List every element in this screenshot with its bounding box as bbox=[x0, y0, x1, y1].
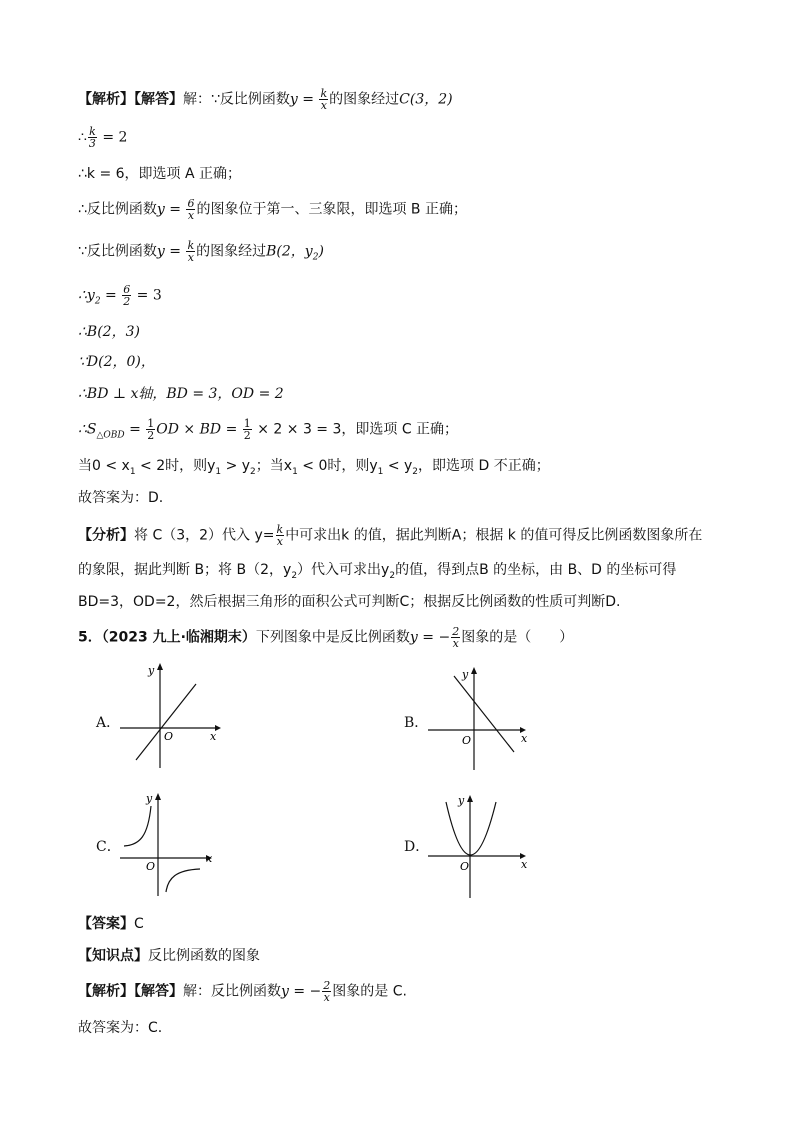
origin-label: O bbox=[164, 730, 174, 743]
knowledge-point-line: 【知识点】反比例函数的图象 bbox=[78, 948, 260, 964]
x-label: x bbox=[210, 730, 217, 743]
y-axis-arrow-icon bbox=[157, 663, 163, 670]
y-axis-arrow-icon bbox=[471, 667, 477, 674]
solution-line-1: 【解析】【解答】解：∵反比例函数y = $\frac{k}{x}$ 的图象经过C(3，2) bbox=[78, 87, 453, 112]
fraction-1-over-2: $\frac{1}{2}$ bbox=[243, 417, 251, 442]
answer-value: C bbox=[134, 916, 144, 932]
line-graph bbox=[136, 684, 196, 760]
origin-label: O bbox=[146, 860, 156, 873]
solution-line-3: ∴k = 6，即选项 A 正确； bbox=[78, 166, 242, 182]
hyperbola-branch-upper-left bbox=[124, 806, 151, 846]
solution-line-10: $\therefore S_{\triangle OBD}$ = $\frac{1}{2}$ OD × BD = $\frac{1}{2}$ × 2 × 3 = 3，即选项 C 正确； bbox=[78, 417, 459, 442]
origin-label: O bbox=[460, 860, 470, 873]
option-b-label[interactable]: B． bbox=[404, 715, 429, 731]
fraction-k-over-x: $\frac{k}{x}$ bbox=[187, 239, 195, 264]
solution-line-9: ∴BD ⊥ x轴，BD = 3，OD = 2 bbox=[78, 386, 284, 402]
fraction-2-over-x: $\frac{2}{x}$ bbox=[452, 625, 460, 650]
fraction-2-over-x: $\frac{2}{x}$ bbox=[323, 979, 331, 1004]
solution-line-6: $\therefore y_2$ = $\frac{6}{2}$ = 3 bbox=[78, 283, 162, 308]
option-c-graph[interactable] bbox=[120, 788, 224, 898]
question-5-stem: 5．（2023 九上·临湘期末）下列图象中是反比例函数y = − $\frac{2}{x}$ 图象的是（ ） bbox=[78, 625, 574, 650]
fraction-k-over-3: $\frac{k}{3}$ bbox=[88, 125, 96, 150]
solution-line-8: ∵D(2，0)， bbox=[78, 354, 155, 370]
solution-line-11: 当$0 < x_1 < 2$时，则$y_1 > y_2$；当$x_1 < 0$时，则$y_1 < y_2$，即选项 D 不正确； bbox=[78, 458, 550, 477]
hyperbola-branch-lower-right bbox=[166, 869, 200, 892]
analysis-line-1: 【分析】将 C（3，2）代入 y= $\frac{k}{x}$ 中可求出k 的值，据此判断A；根据 k 的值可得反比例函数图象所在 bbox=[78, 523, 703, 548]
y-axis-arrow-icon bbox=[467, 795, 473, 802]
fraction-k-over-x: $\frac{k}{x}$ bbox=[276, 523, 284, 548]
option-d-graph[interactable] bbox=[428, 790, 532, 900]
option-d-label[interactable]: D． bbox=[404, 839, 430, 855]
solution-line-5: ∵反比例函数y = $\frac{k}{x}$ 的图象经过B(2，$y_2$) bbox=[78, 239, 324, 264]
solution-line-2: ∴ $\frac{k}{3}$ = 2 bbox=[78, 125, 128, 150]
analysis-line-3: BD=3，OD=2，然后根据三角形的面积公式可判断C；根据反比例函数的性质可判断D. bbox=[78, 594, 621, 610]
analysis-line-2: 的象限，据此判断 B；将 B（2，$y_2$）代入可求出$y_2$的值，得到点B 的坐标，由 B、D 的坐标可得 bbox=[78, 562, 677, 581]
answer-line: 【答案】C bbox=[78, 916, 144, 932]
fraction-1-over-2: $\frac{1}{2}$ bbox=[147, 417, 155, 442]
option-a-graph[interactable] bbox=[120, 660, 224, 770]
explanation-line: 【解析】【解答】解：反比例函数y = − $\frac{2}{x}$ 图象的是 C. bbox=[78, 979, 407, 1004]
parabola-graph bbox=[446, 802, 496, 855]
solution-line-4: ∴反比例函数y = $\frac{6}{x}$ 的图象位于第一、三象限，即选项 B 正确； bbox=[78, 197, 467, 222]
origin-label: O bbox=[462, 734, 472, 747]
x-label: x bbox=[206, 852, 213, 865]
fraction-6-over-x: $\frac{6}{x}$ bbox=[187, 197, 195, 222]
y-label: y bbox=[462, 668, 469, 681]
solution-line-12: 故答案为：D. bbox=[78, 490, 164, 506]
y-axis-arrow-icon bbox=[155, 793, 161, 800]
x-label: x bbox=[521, 858, 528, 871]
analysis-tag: 【解析】【解答】 bbox=[78, 91, 183, 108]
option-b-graph[interactable] bbox=[428, 664, 532, 774]
x-label: x bbox=[521, 732, 528, 745]
option-a-label[interactable]: A． bbox=[96, 715, 121, 731]
final-answer-line: 故答案为：C. bbox=[78, 1020, 163, 1036]
solution-line-7: ∴B(2，3) bbox=[78, 324, 140, 340]
fraction-6-over-2: $\frac{6}{2}$ bbox=[123, 283, 131, 308]
y-label: y bbox=[148, 664, 155, 677]
y-label: y bbox=[146, 792, 153, 805]
y-label: y bbox=[458, 794, 465, 807]
option-c-label[interactable]: C． bbox=[96, 839, 121, 855]
fraction-k-over-x: $\frac{k}{x}$ bbox=[320, 87, 328, 112]
